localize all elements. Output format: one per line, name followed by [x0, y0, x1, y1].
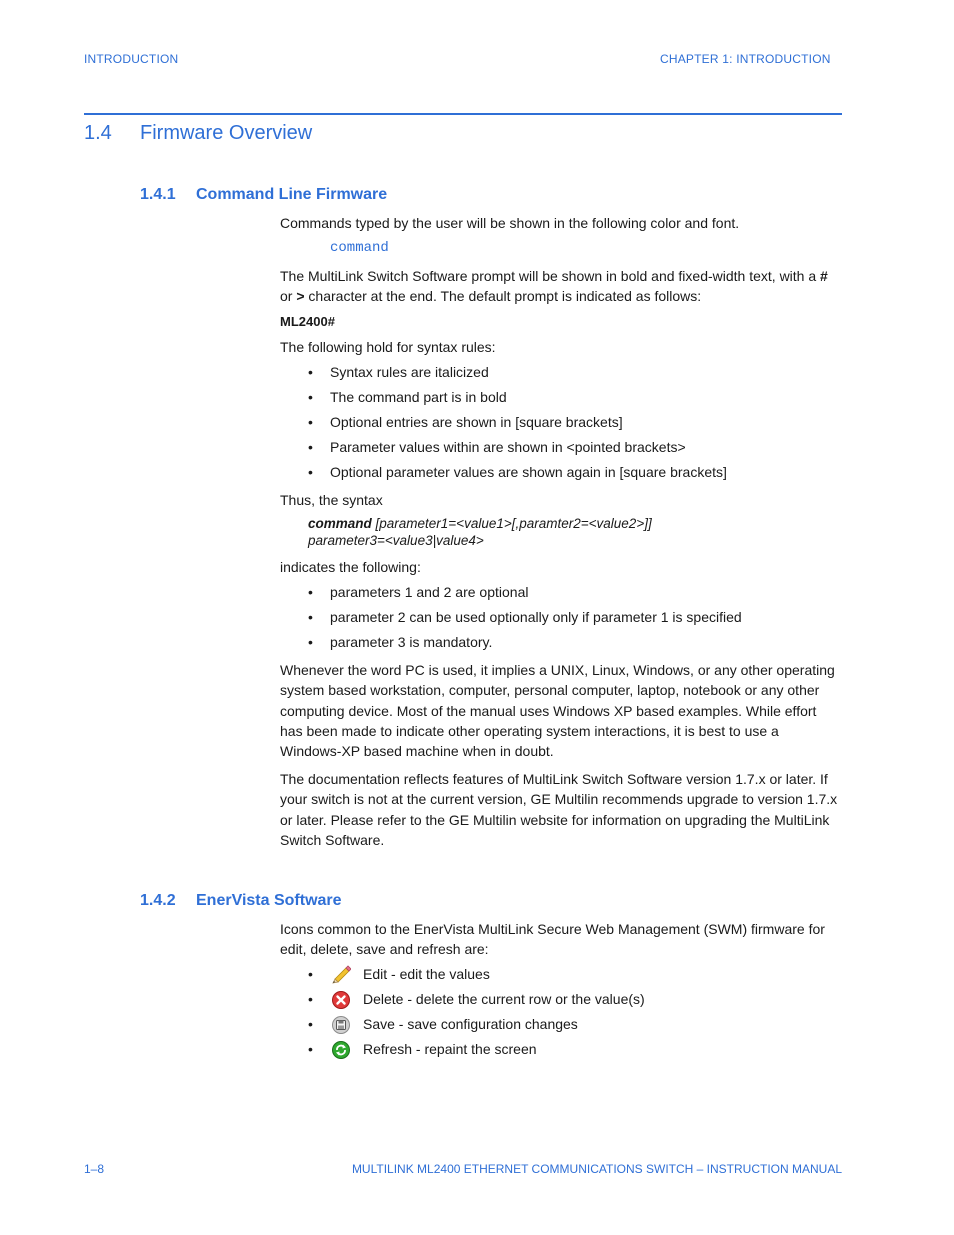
list-item: • parameter 2 can be used optionally only if parameter 1 is specified	[308, 609, 742, 625]
syntax-params: [parameter1=<value1>[,paramter2=<value2>]]	[371, 516, 652, 531]
section-title: Firmware Overview	[140, 122, 313, 144]
subsection-heading-enervista	[140, 892, 540, 912]
bullet: •	[308, 584, 313, 600]
hash-char: #	[820, 268, 828, 284]
paragraph-thus-syntax: Thus, the syntax	[280, 492, 383, 508]
paragraph-syntax-rules: The following hold for syntax rules:	[280, 339, 496, 355]
bullet: •	[308, 464, 313, 480]
refresh-icon	[331, 1039, 351, 1059]
header-rule	[84, 113, 842, 115]
bullet: •	[308, 991, 313, 1007]
prompt-text-b: or	[280, 288, 297, 305]
subsection-title: EnerVista Software	[196, 892, 342, 909]
list-item: • Optional parameter values are shown again in [square brackets]	[308, 464, 727, 480]
subsection-heading-command-line	[140, 186, 540, 206]
paragraph-indicates: indicates the following:	[280, 559, 421, 575]
syntax-line-2: parameter3=<value3|value4>	[308, 533, 484, 548]
save-icon	[331, 1014, 351, 1034]
running-header-left: INTRODUCTION	[84, 52, 179, 66]
list-item: • parameters 1 and 2 are optional	[308, 584, 529, 600]
list-item: • The command part is in bold	[308, 389, 507, 405]
icon-label: Edit - edit the values	[363, 966, 490, 982]
running-header-right: CHAPTER 1: INTRODUCTION	[660, 52, 831, 66]
subsection-number: 1.4.2	[140, 892, 176, 909]
bullet: •	[308, 389, 313, 405]
bullet: •	[308, 439, 313, 455]
delete-icon	[331, 989, 351, 1009]
footer-manual-title: MULTILINK ML2400 ETHERNET COMMUNICATIONS SWITCH – INSTRUCTION MANUAL	[351, 1162, 842, 1176]
list-item: • parameter 3 is mandatory.	[308, 634, 493, 650]
bullet: •	[308, 634, 313, 650]
list-item: • Parameter values within are shown in <pointed brackets>	[308, 439, 686, 455]
bullet: •	[308, 1041, 313, 1057]
paragraph-pc-definition: Whenever the word PC is used, it implies a UNIX, Linux, Windows, or any other operating system based workstation, computer, personal computer, laptop, notebook or any other computing device. Most of the manual uses Windows XP based examples. While effort has been made to indicate other operating system interactions, it is best to use a Windows-XP based machine when in doubt.	[280, 662, 835, 760]
list-item: • Syntax rules are italicized	[308, 364, 489, 380]
subsection-title: Command Line Firmware	[196, 186, 388, 203]
paragraph-prompt	[280, 266, 842, 307]
prompt-text-a: The MultiLink Switch Software prompt will be shown in bold and fixed-width text, with a	[280, 268, 821, 284]
section-heading	[84, 122, 484, 148]
syntax-command: command	[308, 516, 372, 531]
command-example: command	[330, 240, 389, 256]
paragraph-documentation-version: The documentation reflects features of MultiLink Switch Software version 1.7.x or later. If your switch is not at the current version, GE Multilin recommends upgrade to version 1.7.x or later. Please refer to the GE Multilin website for information on upgrading the MultiLink Switch Software.	[280, 771, 838, 848]
syntax-rules-list	[308, 362, 727, 487]
paragraph-commands-color: Commands typed by the user will be shown in the following color and font.	[280, 215, 740, 231]
pencil-icon	[331, 964, 351, 984]
indications-list	[308, 582, 742, 657]
syntax-example	[308, 515, 652, 549]
list-item: • Optional entries are shown in [square brackets]	[308, 414, 623, 430]
bullet: •	[308, 364, 313, 380]
gt-char: >	[296, 288, 305, 305]
icon-label: Delete - delete the current row or the value(s)	[363, 991, 645, 1007]
paragraph-enervista-icons: Icons common to the EnerVista MultiLink Secure Web Management (SWM) firmware for edit, delete, save and refresh are:	[280, 921, 825, 958]
section-number: 1.4	[84, 122, 112, 144]
subsection-number: 1.4.1	[140, 186, 176, 203]
icon-label: Save - save configuration changes	[363, 1016, 578, 1032]
default-prompt: ML2400#	[280, 314, 335, 329]
prompt-text-c: character at the end. The default prompt is indicated as follows:	[304, 288, 702, 305]
bullet: •	[308, 609, 313, 625]
bullet: •	[308, 1016, 313, 1032]
bullet: •	[308, 966, 313, 982]
bullet: •	[308, 414, 313, 430]
icon-label: Refresh - repaint the screen	[363, 1041, 537, 1057]
footer-page-number: 1–8	[84, 1162, 105, 1176]
